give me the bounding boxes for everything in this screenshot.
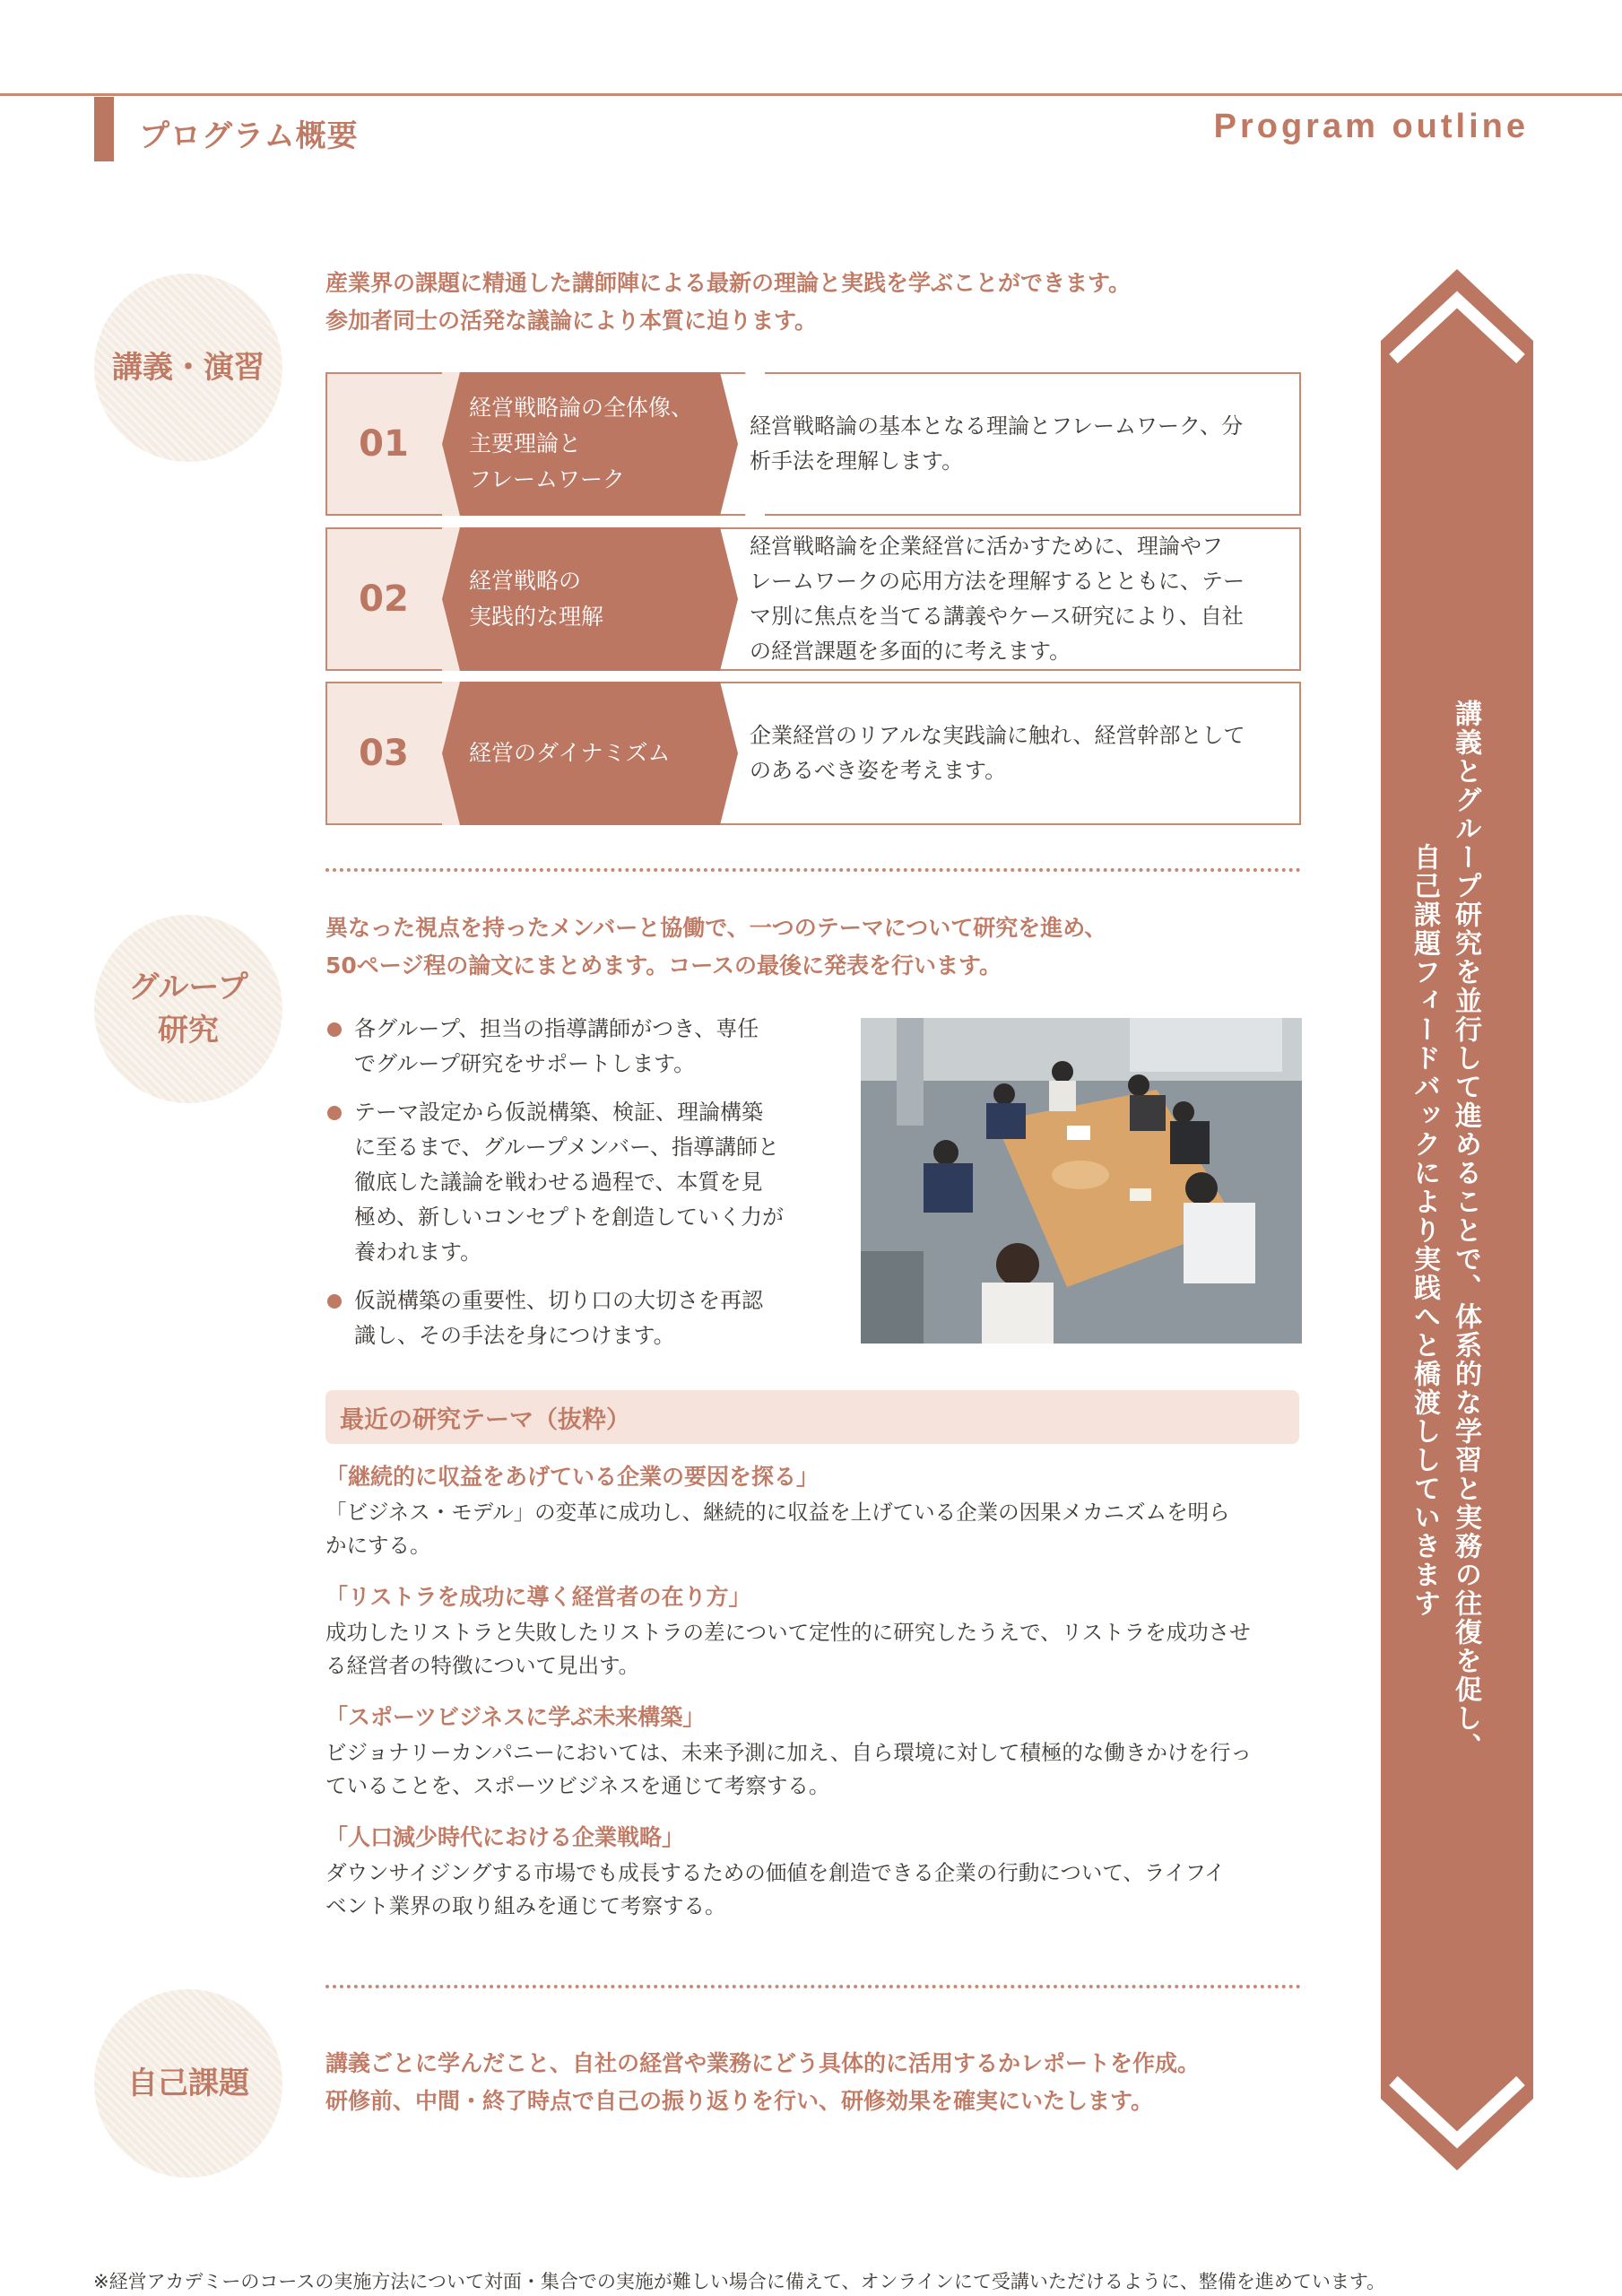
row-description-text: 経営戦略論の基本となる理論とフレームワーク、分 析手法を理解します。 — [750, 413, 1244, 474]
row-description — [750, 682, 1297, 825]
meeting-photo — [861, 1018, 1302, 1344]
list-item — [325, 1699, 1303, 1803]
self-lead-line: 研修前、中間・終了時点で自己の振り返りを行い、研修効果を確実にいたします。 — [325, 2088, 1154, 2114]
page-title-jp: プログラム概要 — [139, 118, 359, 154]
row-title — [469, 682, 711, 825]
research-themes-list — [325, 1458, 1303, 1939]
row-description-text: 企業経営のリアルな実践論に触れ、経営幹部として のあるべき姿を考えます。 — [750, 723, 1245, 783]
list-item — [325, 1458, 1303, 1562]
lecture-lead-line: 産業界の課題に精通した講師陣による最新の理論と実践を学ぶことができます。 — [325, 270, 1132, 296]
row-number: 03 — [325, 682, 442, 825]
group-section-label — [94, 915, 282, 1103]
bullet-dot-icon — [327, 1106, 342, 1120]
row-number: 02 — [325, 527, 442, 671]
page-title-en: Program outline — [1213, 108, 1529, 145]
row-description-text: 経営戦略論を企業経営に活かすために、理論やフ レームワークの応用方法を理解するとともに、テー マ別に焦点を当てる講義やケース研究により、自社 の経営課題を多面的に考えます。 — [750, 534, 1245, 664]
lecture-row-01 — [325, 372, 1301, 516]
theme-description: ビジョナリーカンパニーにおいては、未来予測に加え、自ら環境に対して積極的な働きかけを行っ ていることを、スポーツビジネスを通じて考察する。 — [325, 1740, 1252, 1798]
theme-description: 成功したリストラと失敗したリストラの差について定性的に研究したうえで、リストラを成功させ る経営者の特徴について見出す。 — [325, 1620, 1251, 1678]
theme-title: 「リストラを成功に導く経営者の在り方」 — [325, 1584, 751, 1610]
list-item — [325, 1578, 1303, 1683]
footnote: ※経営アカデミーのコースの実施方法について対面・集合での実施が難しい場合に備えて、オンラインにて受講いただけるように、整備を進めています。 — [93, 2271, 1386, 2292]
row-number: 01 — [325, 372, 442, 516]
group-lead-line: 50ページ程の論文にまとめます。コースの最後に発表を行います。 — [325, 952, 1002, 978]
right-arrow-banner — [1381, 269, 1533, 2170]
bullet-dot-icon — [327, 1022, 342, 1037]
self-section-label — [94, 1989, 282, 2178]
row-description — [750, 527, 1297, 671]
list-item — [325, 1095, 828, 1270]
list-item — [325, 1012, 828, 1082]
lecture-lead-line: 参加者同士の活発な議論により本質に迫ります。 — [325, 308, 818, 334]
theme-description: 「ビジネス・モデル」の変革に成功し、継続的に収益を上げている企業の因果メカニズムを明ら かにする。 — [325, 1500, 1230, 1558]
group-lead — [325, 909, 1303, 985]
arrow-text-line2: 自己課題フィードバックにより実践へと橋渡ししていきます — [1409, 843, 1440, 1618]
theme-title: 「人口減少時代における企業戦略」 — [325, 1824, 685, 1850]
bullet-text: テーマ設定から仮説構築、検証、理論構築 に至るまで、グループメンバー、指導講師と 徹底した議論を戦わせる過程で、本質を見 極め、新しいコンセプトを創造していく力が 養われます。 — [354, 1100, 785, 1265]
section-divider — [325, 1985, 1301, 1988]
self-lead — [325, 2045, 1303, 2120]
lecture-label-text: 講義・演習 — [112, 350, 265, 386]
row-title — [469, 527, 711, 671]
bullet-text: 各グループ、担当の指導講師がつき、専任 でグループ研究をサポートします。 — [354, 1016, 759, 1076]
research-themes-heading: 最近の研究テーマ（抜粋） — [325, 1390, 1299, 1444]
row-title-text: 経営のダイナミズム — [469, 740, 671, 766]
group-label-text: グループ 研究 — [128, 970, 248, 1048]
header-accent-bar — [94, 97, 114, 161]
list-item — [325, 1283, 828, 1353]
arrow-text-line1: 講義とグループ研究を並行して進めることで、体系的な学習と実務の往復を促し、 — [1450, 700, 1481, 1761]
lecture-lead — [325, 265, 1303, 340]
self-lead-line: 講義ごとに学んだこと、自社の経営や業務にどう具体的に活用するかレポートを作成。 — [325, 2050, 1201, 2076]
top-rule — [0, 93, 1622, 96]
lecture-section-label — [94, 274, 282, 462]
list-item — [325, 1819, 1303, 1923]
theme-description: ダウンサイジングする市場でも成長するための価値を創造できる企業の行動について、ライフイ ベント業界の取り組みを通じて考察する。 — [325, 1860, 1226, 1918]
theme-title: 「スポーツビジネスに学ぶ未来構築」 — [325, 1704, 706, 1730]
group-lead-line: 異なった視点を持ったメンバーと協働で、一つのテーマについて研究を進め、 — [325, 915, 1107, 941]
bullet-text: 仮説構築の重要性、切り口の大切さを再認 識し、その手法を身につけます。 — [354, 1288, 763, 1348]
section-divider — [325, 868, 1301, 872]
self-label-text: 自己課題 — [127, 2066, 249, 2101]
group-bullet-list — [325, 1012, 828, 1367]
row-title-text: 経営戦略の 実践的な理解 — [469, 568, 604, 630]
row-description — [750, 372, 1297, 516]
theme-title: 「継続的に収益をあげている企業の要因を探る」 — [325, 1464, 820, 1490]
row-title — [469, 372, 711, 516]
row-title-text: 経営戦略論の全体像、 主要理論と フレームワーク — [469, 395, 694, 492]
lecture-row-03 — [325, 682, 1301, 825]
lecture-row-02 — [325, 527, 1301, 671]
bullet-dot-icon — [327, 1294, 342, 1309]
